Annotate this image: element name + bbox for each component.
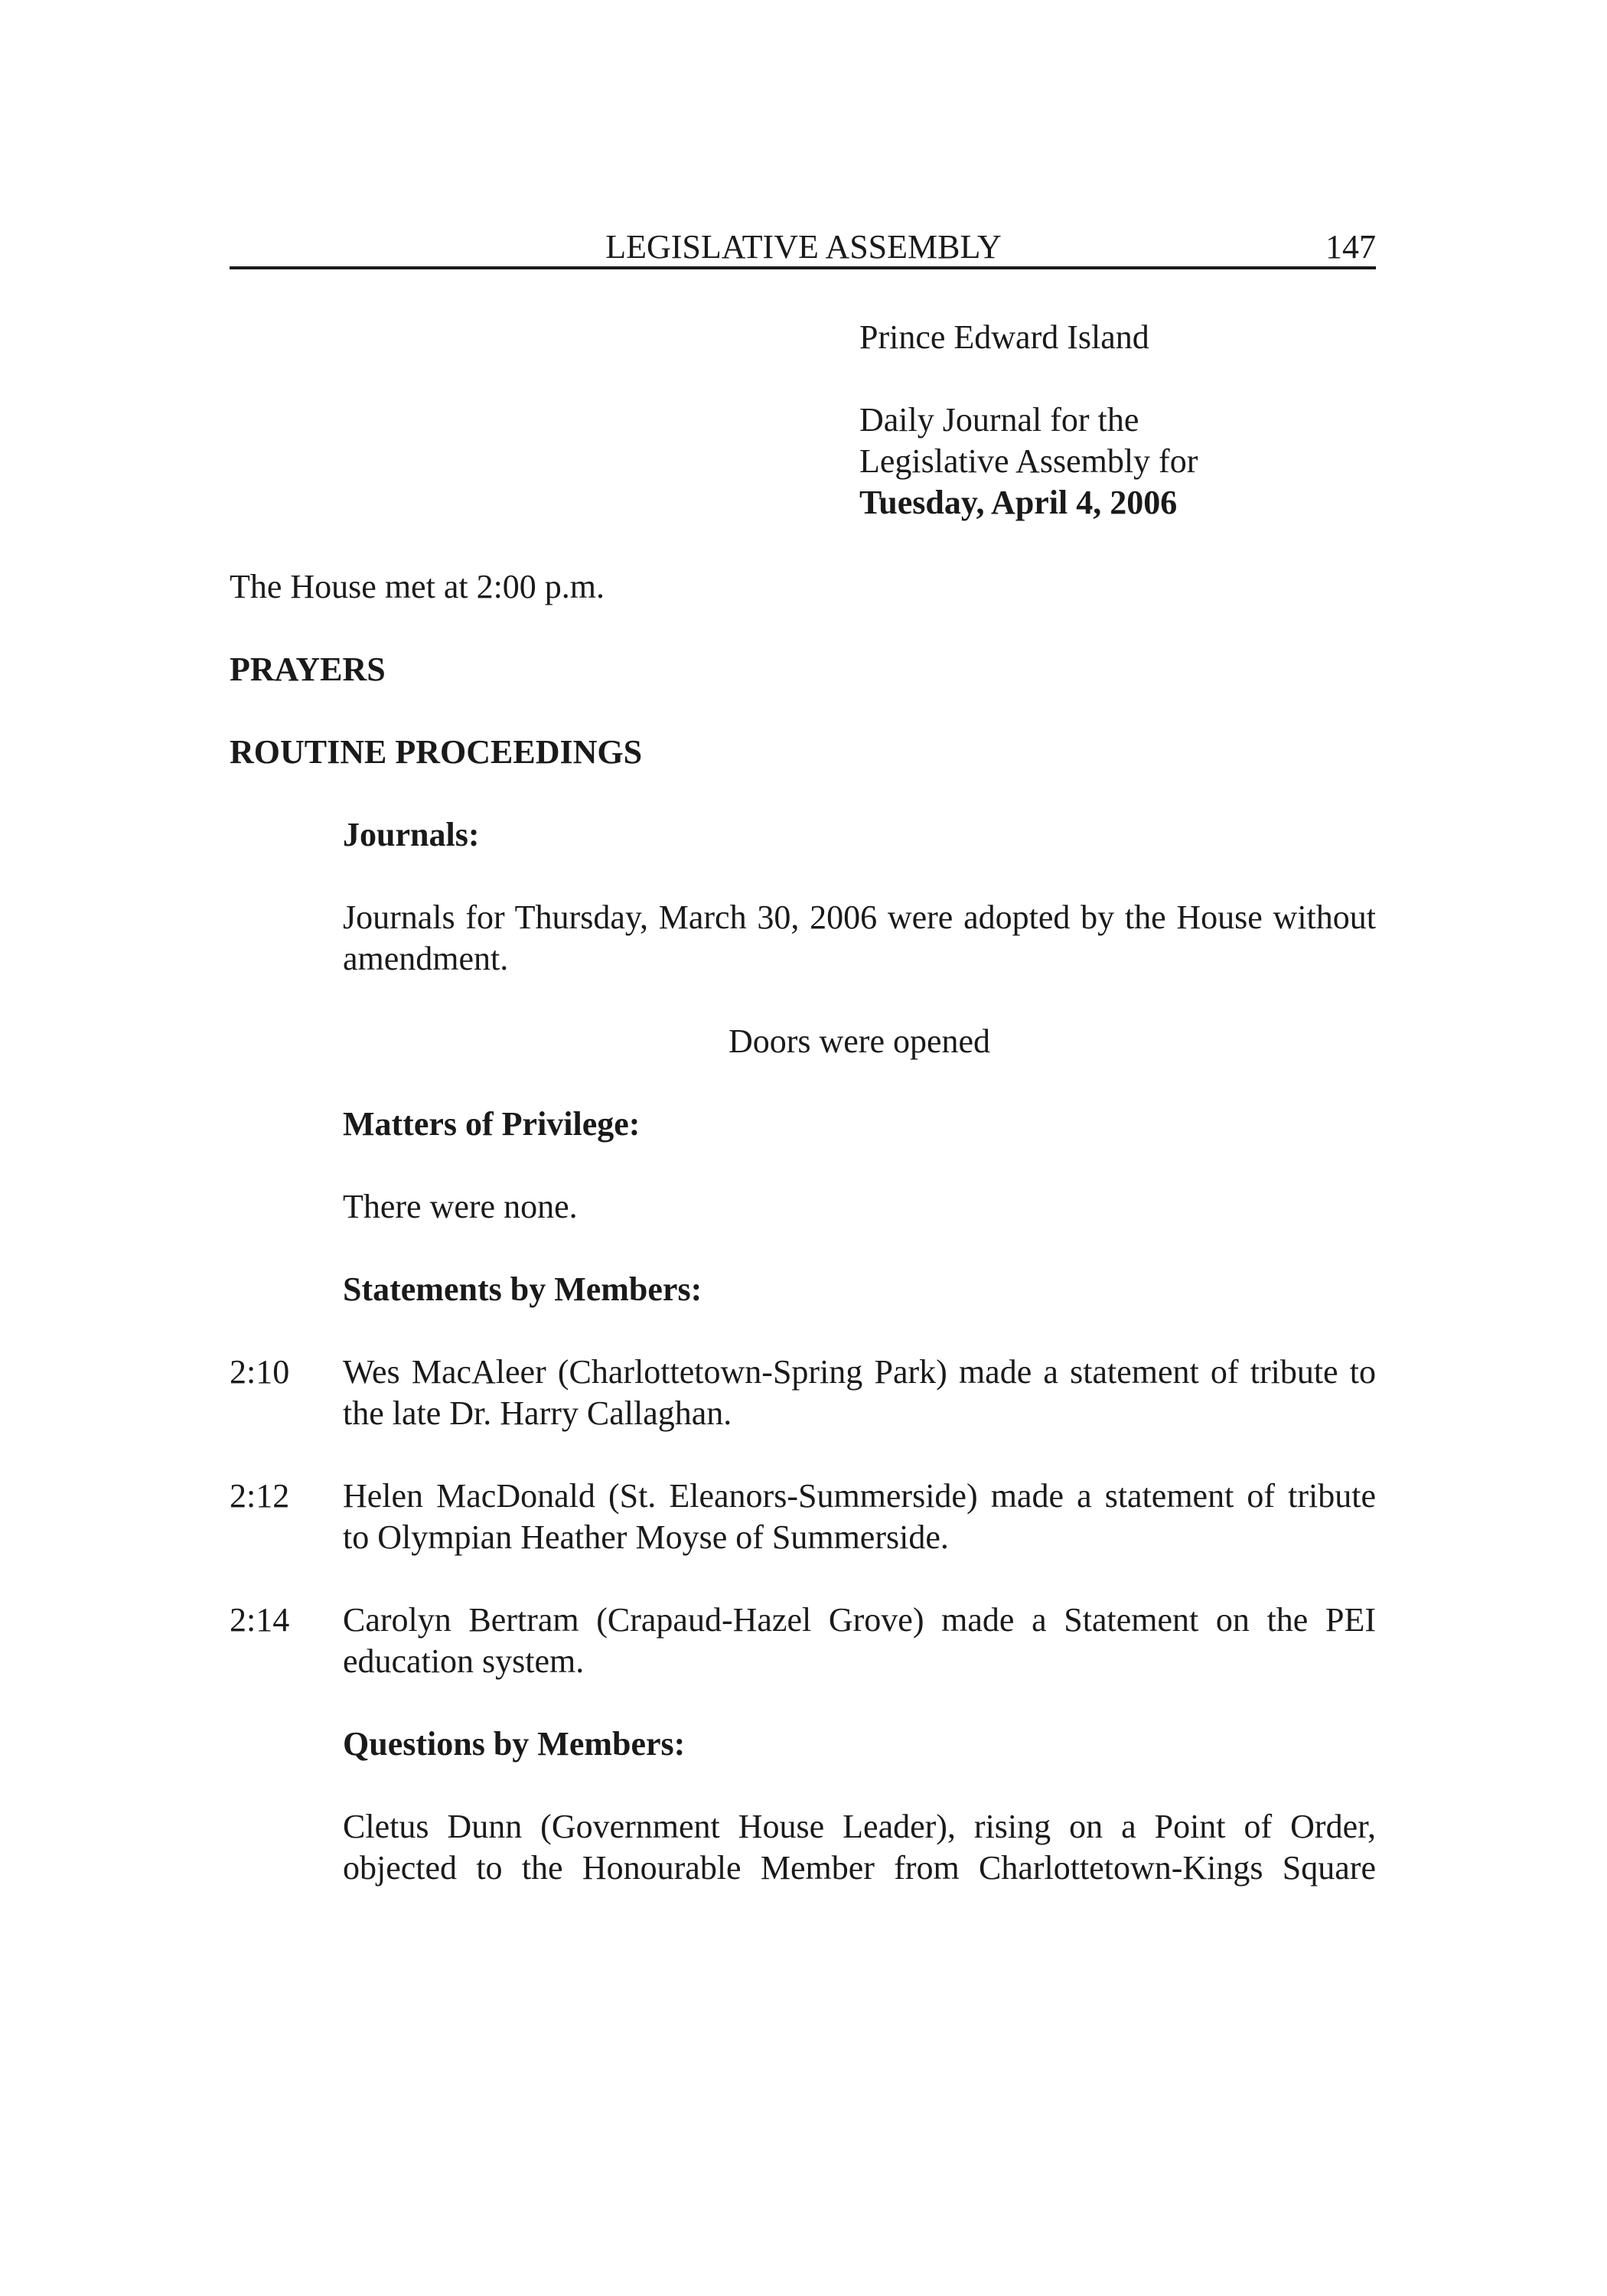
province-name: Prince Edward Island bbox=[859, 318, 1149, 356]
page-number: 147 bbox=[1325, 228, 1376, 266]
statement-text-line1: Helen MacDonald (St. Eleanors-Summerside) made a statement of tribute bbox=[343, 1477, 1376, 1515]
opening-statement: The House met at 2:00 p.m. bbox=[230, 568, 605, 605]
privilege-text: There were none. bbox=[343, 1188, 578, 1225]
journals-text-line2: amendment. bbox=[343, 940, 509, 977]
journal-title-line2: Legislative Assembly for bbox=[859, 442, 1198, 480]
questions-text-line1: Cletus Dunn (Government House Leader), rising on a Point of Order, bbox=[343, 1808, 1376, 1845]
prayers-heading: PRAYERS bbox=[230, 651, 386, 688]
questions-heading: Questions by Members: bbox=[343, 1725, 686, 1763]
statement-time: 2:12 bbox=[230, 1477, 290, 1515]
statement-text-line2: to Olympian Heather Moyse of Summerside. bbox=[343, 1518, 949, 1556]
statement-time: 2:14 bbox=[230, 1601, 290, 1639]
statement-time: 2:10 bbox=[230, 1353, 290, 1391]
journals-heading: Journals: bbox=[343, 816, 480, 853]
statements-heading: Statements by Members: bbox=[343, 1270, 702, 1308]
doors-opened-note: Doors were opened bbox=[728, 1022, 991, 1060]
journal-title-line1: Daily Journal for the bbox=[859, 401, 1139, 439]
routine-proceedings-heading: ROUTINE PROCEEDINGS bbox=[230, 733, 643, 771]
statement-text-line1: Carolyn Bertram (Crapaud-Hazel Grove) made a Statement on the PEI bbox=[343, 1601, 1376, 1639]
statement-text-line2: education system. bbox=[343, 1642, 585, 1680]
header-rule bbox=[230, 266, 1376, 269]
journals-text-line1: Journals for Thursday, March 30, 2006 were adopted by the House without bbox=[343, 899, 1376, 936]
privilege-heading: Matters of Privilege: bbox=[343, 1105, 641, 1143]
journal-date: Tuesday, April 4, 2006 bbox=[859, 484, 1178, 521]
statement-text-line2: the late Dr. Harry Callaghan. bbox=[343, 1394, 732, 1432]
questions-text-line2: objected to the Honourable Member from Charlottetown-Kings Square bbox=[343, 1849, 1376, 1887]
statement-text-line1: Wes MacAleer (Charlottetown-Spring Park) made a statement of tribute to bbox=[343, 1353, 1376, 1391]
running-header-title: LEGISLATIVE ASSEMBLY bbox=[605, 228, 1002, 266]
